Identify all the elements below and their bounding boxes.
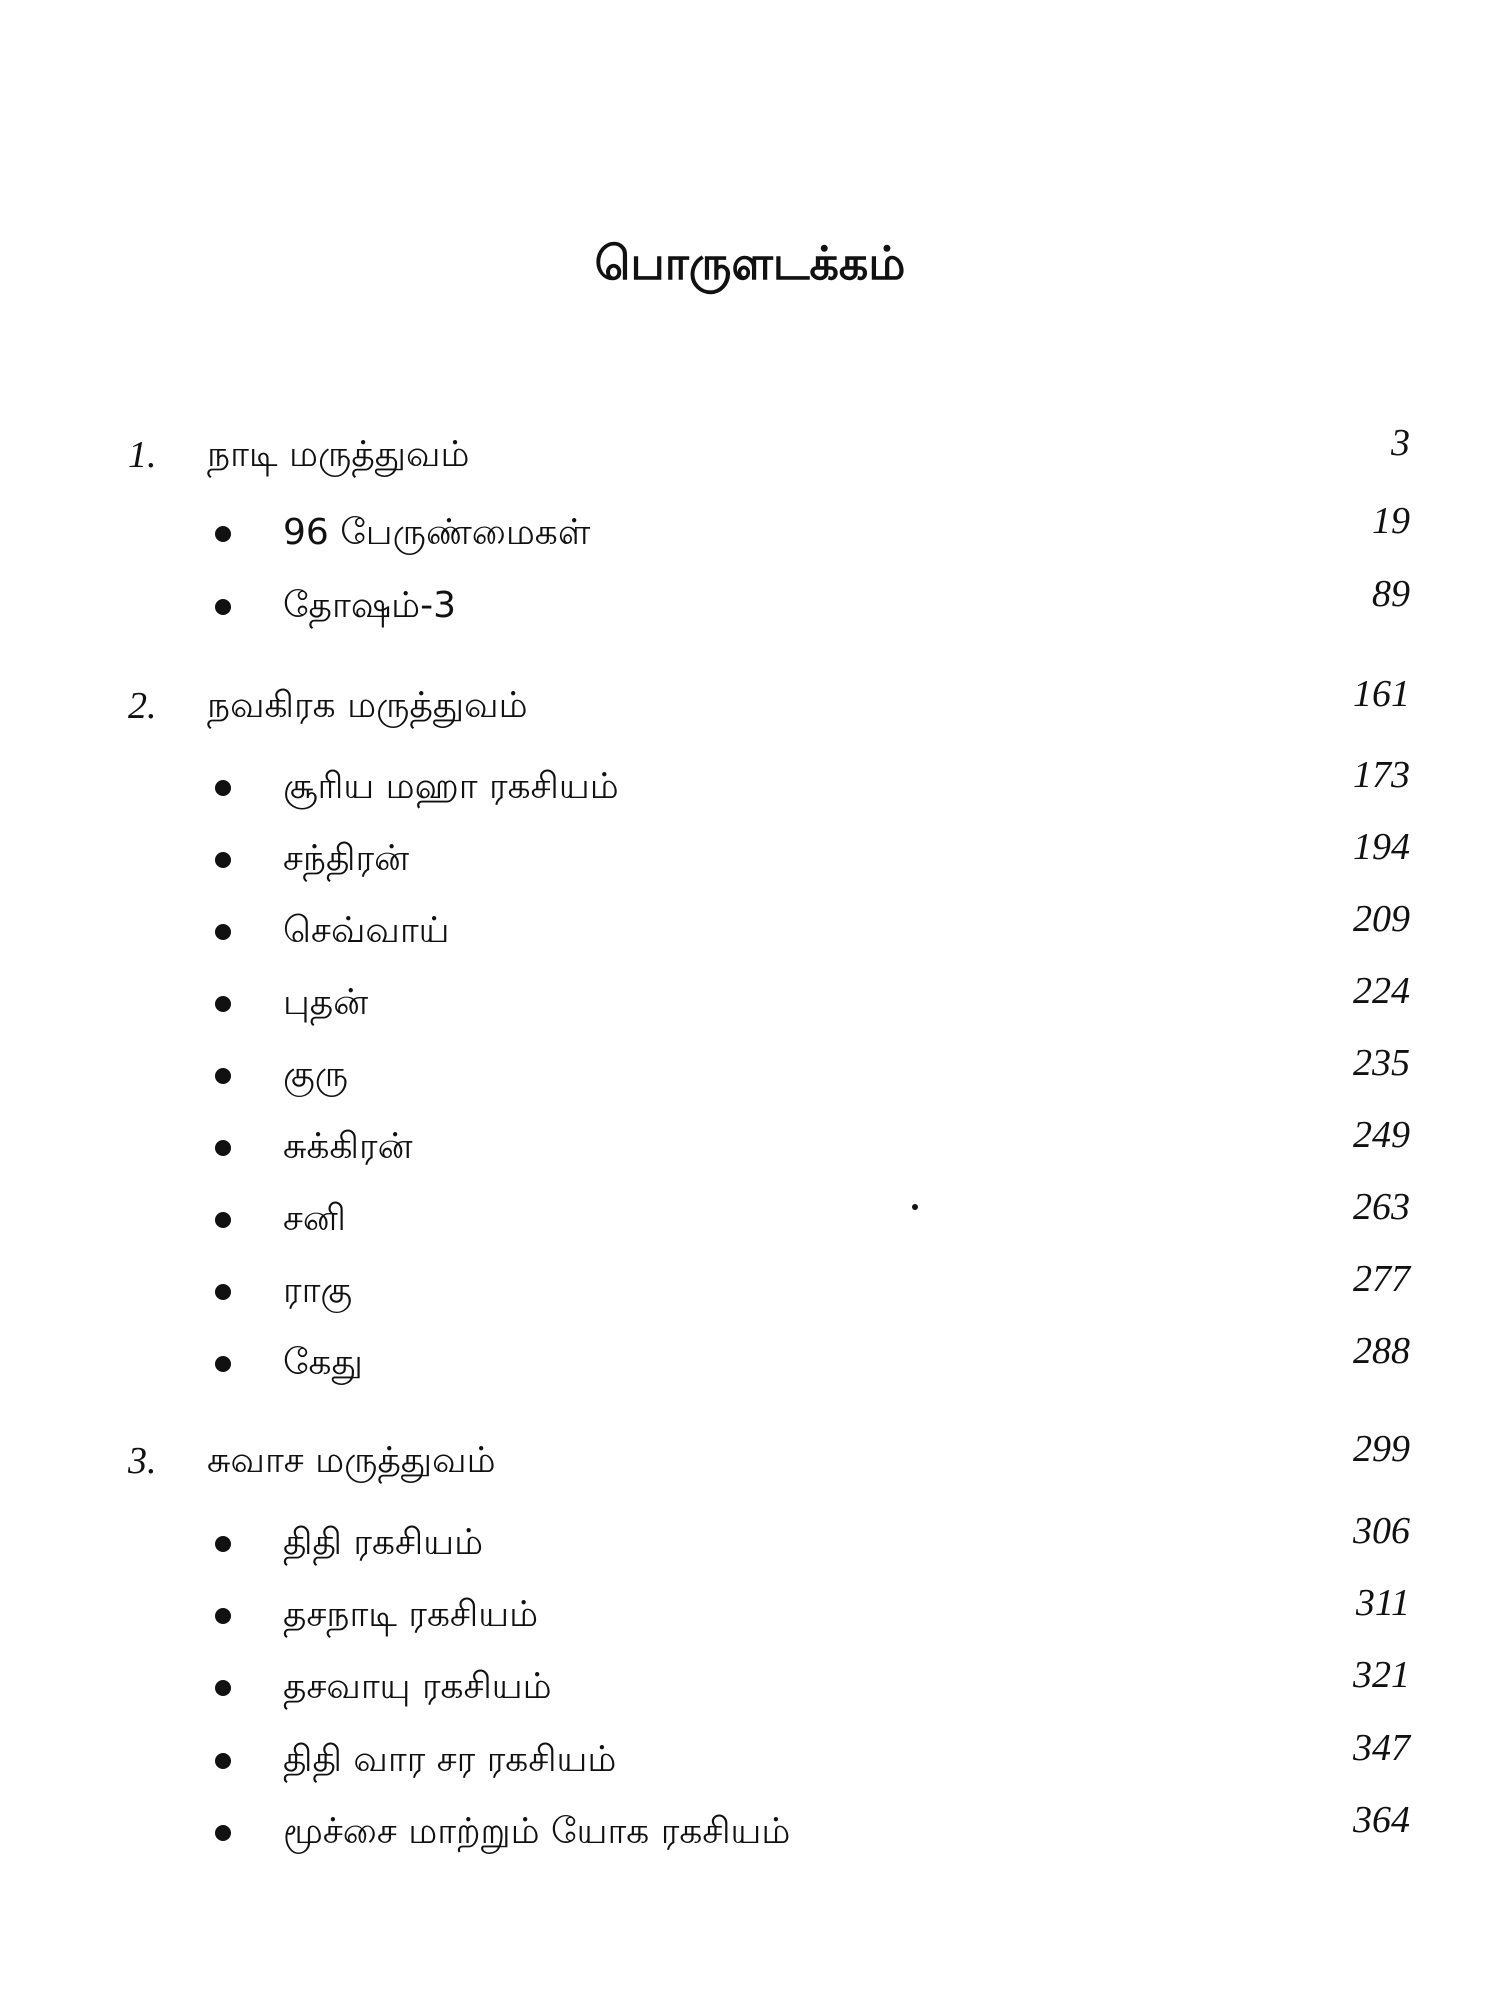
item-title: சூரிய மஹா ரகசியம் [283, 766, 619, 807]
toc-section-2 [0, 673, 1500, 736]
item-title: தசநாடி ரகசியம் [283, 1594, 539, 1635]
scan-speck [912, 1204, 918, 1210]
toc-item [0, 1258, 1500, 1321]
page-number: 321 [1353, 1654, 1410, 1696]
toc-item [0, 1654, 1500, 1717]
toc-item [0, 500, 1500, 563]
toc-item [0, 754, 1500, 817]
bullet-icon [215, 1680, 231, 1696]
page-number: 311 [1355, 1582, 1410, 1624]
section-number: 2. [128, 685, 157, 727]
bullet-icon [215, 1356, 231, 1372]
toc-item [0, 1799, 1500, 1862]
toc-item [0, 1042, 1500, 1105]
page-number: 277 [1353, 1258, 1410, 1300]
section-title: நாடி மருத்துவம் [207, 434, 470, 475]
page-number: 306 [1353, 1510, 1410, 1552]
page-number: 3 [1391, 422, 1410, 464]
page-number: 347 [1353, 1727, 1410, 1769]
page-number: 19 [1372, 500, 1410, 542]
page-number: 161 [1353, 673, 1410, 715]
page-number: 288 [1353, 1330, 1410, 1372]
toc-section-1 [0, 422, 1500, 485]
page-number: 224 [1353, 970, 1410, 1012]
bullet-icon [215, 1825, 231, 1841]
page-number: 173 [1353, 754, 1410, 796]
item-title: திதி வார சர ரகசியம் [283, 1739, 617, 1780]
page-number: 263 [1353, 1186, 1410, 1228]
item-title: தோஷம்-3 [283, 585, 456, 626]
bullet-icon [215, 924, 231, 940]
section-title: நவகிரக மருத்துவம் [207, 685, 528, 726]
item-title: சனி [283, 1198, 346, 1239]
page-title: பொருளடக்கம் [594, 235, 906, 290]
bullet-icon [215, 1212, 231, 1228]
page-number: 209 [1353, 898, 1410, 940]
page-number: 194 [1353, 826, 1410, 868]
bullet-icon [215, 996, 231, 1012]
toc-item [0, 573, 1500, 636]
item-title: சுக்கிரன் [283, 1126, 413, 1167]
bullet-icon [215, 1140, 231, 1156]
bullet-icon [215, 1536, 231, 1552]
item-title: திதி ரகசியம் [283, 1522, 484, 1563]
item-title: 96 பேருண்மைகள் [283, 512, 591, 553]
item-title: மூச்சை மாற்றும் யோக ரகசியம் [283, 1811, 791, 1852]
page-number: 89 [1372, 573, 1410, 615]
bullet-icon [215, 526, 231, 542]
toc-item [0, 1114, 1500, 1177]
item-title: குரு [283, 1054, 349, 1095]
bullet-icon [215, 1284, 231, 1300]
bullet-icon [215, 852, 231, 868]
toc-item [0, 970, 1500, 1033]
bullet-icon [215, 1608, 231, 1624]
bullet-icon [215, 780, 231, 796]
toc-item [0, 1186, 1500, 1249]
page-number: 235 [1353, 1042, 1410, 1084]
page-number: 299 [1353, 1428, 1410, 1470]
item-title: சந்திரன் [283, 838, 410, 879]
page-number: 249 [1353, 1114, 1410, 1156]
toc-section-3 [0, 1428, 1500, 1491]
item-title: புதன் [283, 982, 369, 1023]
toc-item [0, 1727, 1500, 1790]
toc-item [0, 1330, 1500, 1393]
bullet-icon [215, 1068, 231, 1084]
item-title: ராகு [283, 1270, 353, 1311]
item-title: செவ்வாய் [283, 910, 450, 951]
section-title: சுவாச மருத்துவம் [207, 1440, 496, 1481]
section-number: 1. [128, 434, 157, 476]
page-number: 364 [1353, 1799, 1410, 1841]
section-number: 3. [128, 1440, 157, 1482]
toc-item [0, 1582, 1500, 1645]
toc-item [0, 826, 1500, 889]
toc-item [0, 898, 1500, 961]
bullet-icon [215, 599, 231, 615]
item-title: கேது [283, 1342, 363, 1383]
bullet-icon [215, 1753, 231, 1769]
toc-item [0, 1510, 1500, 1573]
item-title: தசவாயு ரகசியம் [283, 1666, 552, 1707]
